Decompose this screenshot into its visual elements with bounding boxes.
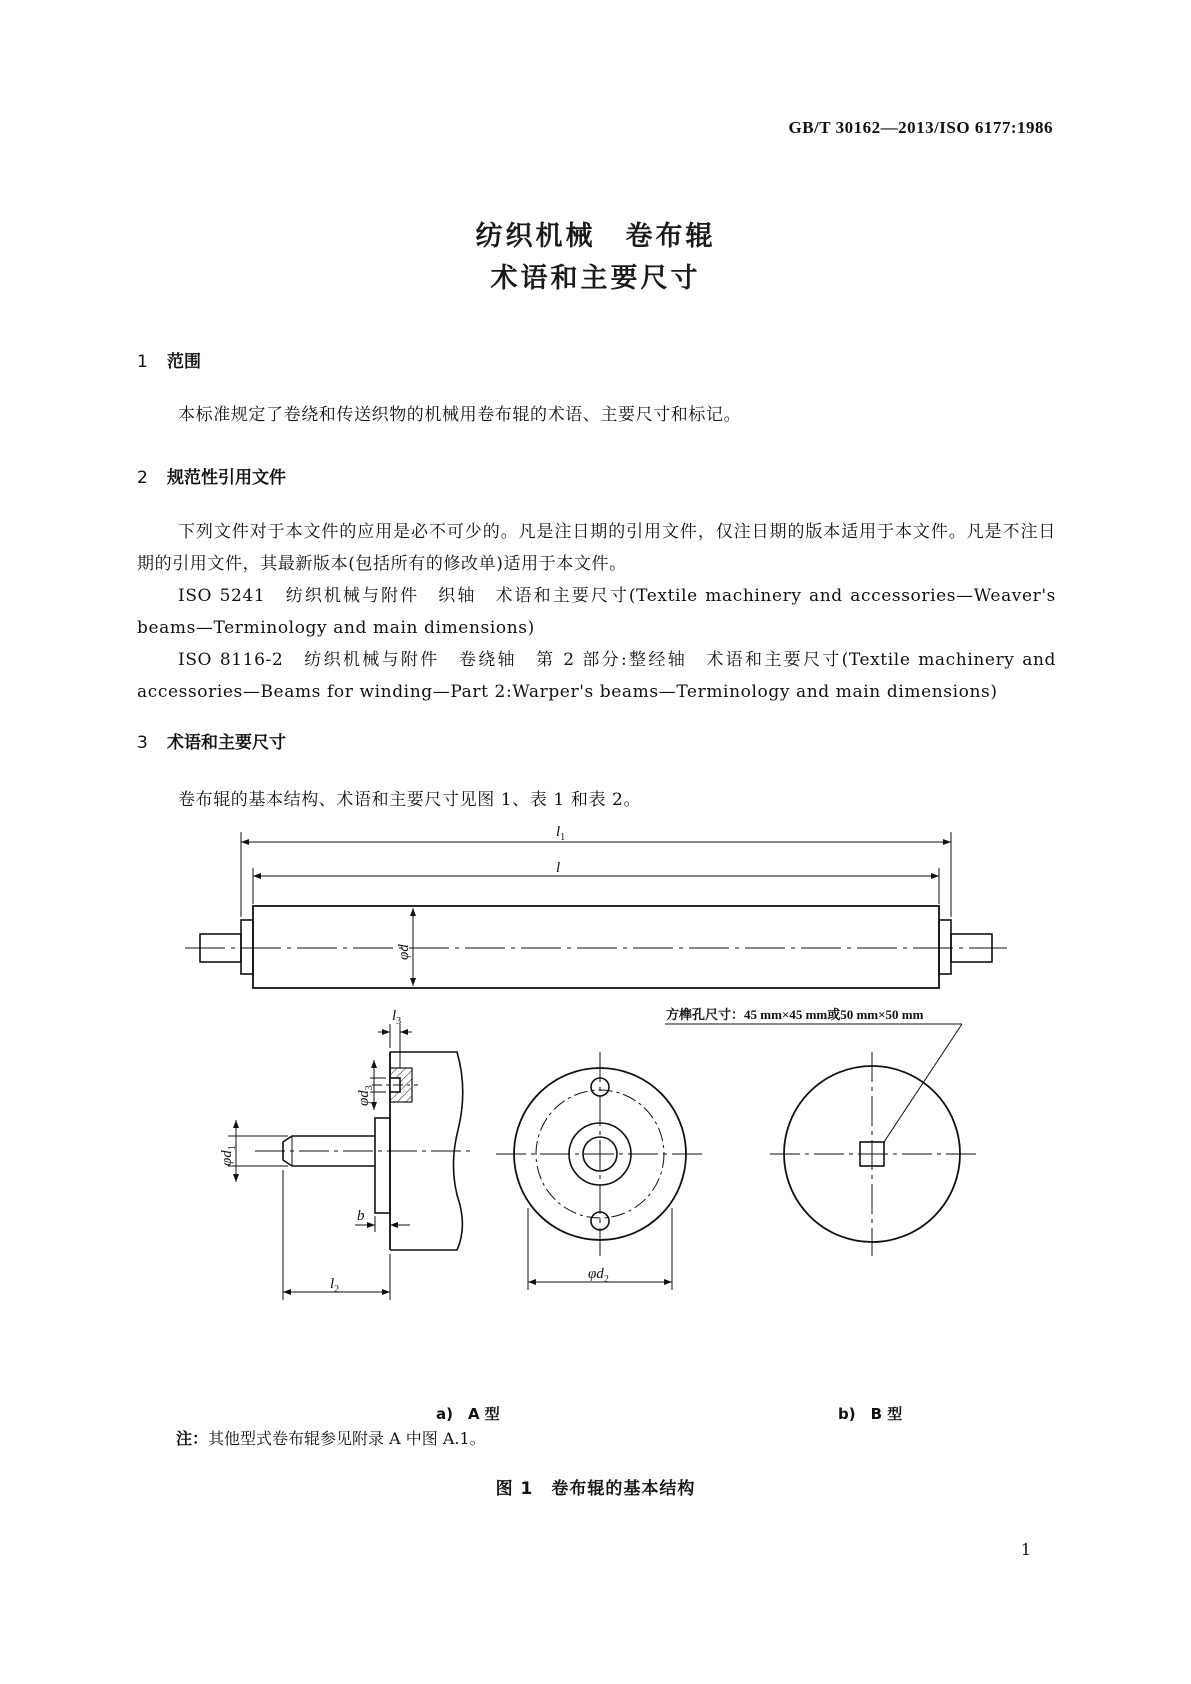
section-title: 规范性引用文件 xyxy=(167,468,286,488)
dim-label-phi-d2: $\varphi d_2$ xyxy=(588,1266,609,1285)
dim-label-phi-d3: $\varphi d_3$ xyxy=(356,1085,375,1106)
dim-label-l: l xyxy=(556,860,561,876)
roller-side-view xyxy=(185,832,1007,988)
scope-paragraph: 本标准规定了卷绕和传送织物的机械用卷布辊的术语、主要尺寸和标记。 xyxy=(178,405,742,425)
standard-code: GB/T 30162—2013/ISO 6177:1986 xyxy=(788,118,1053,137)
reference-iso-8116-2: ISO 8116-2 纺织机械与附件 卷绕轴 第 2 部分:整经轴 术语和主要尺寸(Textile machinery and accessories—Beams for winding—Part 2:Warper's beams—Terminology and main dimensions) xyxy=(137,650,1056,702)
note-text: 其他型式卷布辊参见附录 A 中图 A.1。 xyxy=(208,1429,486,1448)
type-a-detail xyxy=(228,1024,470,1300)
page-title-line2: 术语和主要尺寸 xyxy=(490,263,701,294)
type-a-end-view xyxy=(496,1052,704,1290)
structure-paragraph: 卷布辊的基本结构、术语和主要尺寸见图 1、表 1 和表 2。 xyxy=(178,790,642,810)
section-title: 范围 xyxy=(167,352,201,372)
dim-label-b: b xyxy=(357,1208,365,1224)
section-1-text xyxy=(137,399,1056,431)
note-label: 注： xyxy=(176,1429,209,1448)
dim-label-phi-d1: $\varphi d_1$ xyxy=(219,1145,238,1166)
figure-title: 图 1 卷布辊的基本结构 xyxy=(495,1479,696,1499)
section-title: 术语和主要尺寸 xyxy=(167,733,286,753)
section-number: 3 xyxy=(137,733,148,753)
reference-iso-5241: ISO 5241 纺织机械与附件 织轴 术语和主要尺寸(Textile machinery and accessories—Weaver's beams—Terminology and main dimensions) xyxy=(137,586,1056,638)
figure-note xyxy=(176,1426,486,1449)
page-title-line1: 纺织机械 卷布辊 xyxy=(475,221,716,252)
figure-1-drawing xyxy=(0,820,1191,1420)
section-2-heading xyxy=(137,463,286,488)
section-number: 1 xyxy=(137,352,148,372)
square-hole-annotation: 方榫孔尺寸：45 mm×45 mm或50 mm×50 mm xyxy=(666,1007,924,1022)
caption-type-a: a) A 型 xyxy=(436,1405,500,1423)
section-3-text xyxy=(137,784,1056,816)
dim-label-l2: $l_2$ xyxy=(330,1276,340,1295)
section-3-heading xyxy=(137,728,286,753)
dim-label-l3: $l_3$ xyxy=(392,1008,402,1027)
caption-type-b: b) B 型 xyxy=(838,1405,903,1423)
section-number: 2 xyxy=(137,468,148,488)
page-number: 1 xyxy=(1020,1540,1031,1559)
normative-intro: 下列文件对于本文件的应用是必不可少的。凡是注日期的引用文件，仅注日期的版本适用于本文件。凡是不注日期的引用文件，其最新版本(包括所有的修改单)适用于本文件。 xyxy=(137,522,1056,574)
section-1-heading xyxy=(137,347,201,372)
dim-label-phi-d: φd xyxy=(396,944,412,960)
section-2-body xyxy=(137,516,1056,708)
dim-label-l1: $l_1$ xyxy=(556,824,566,843)
type-b-end-view xyxy=(665,1024,976,1256)
